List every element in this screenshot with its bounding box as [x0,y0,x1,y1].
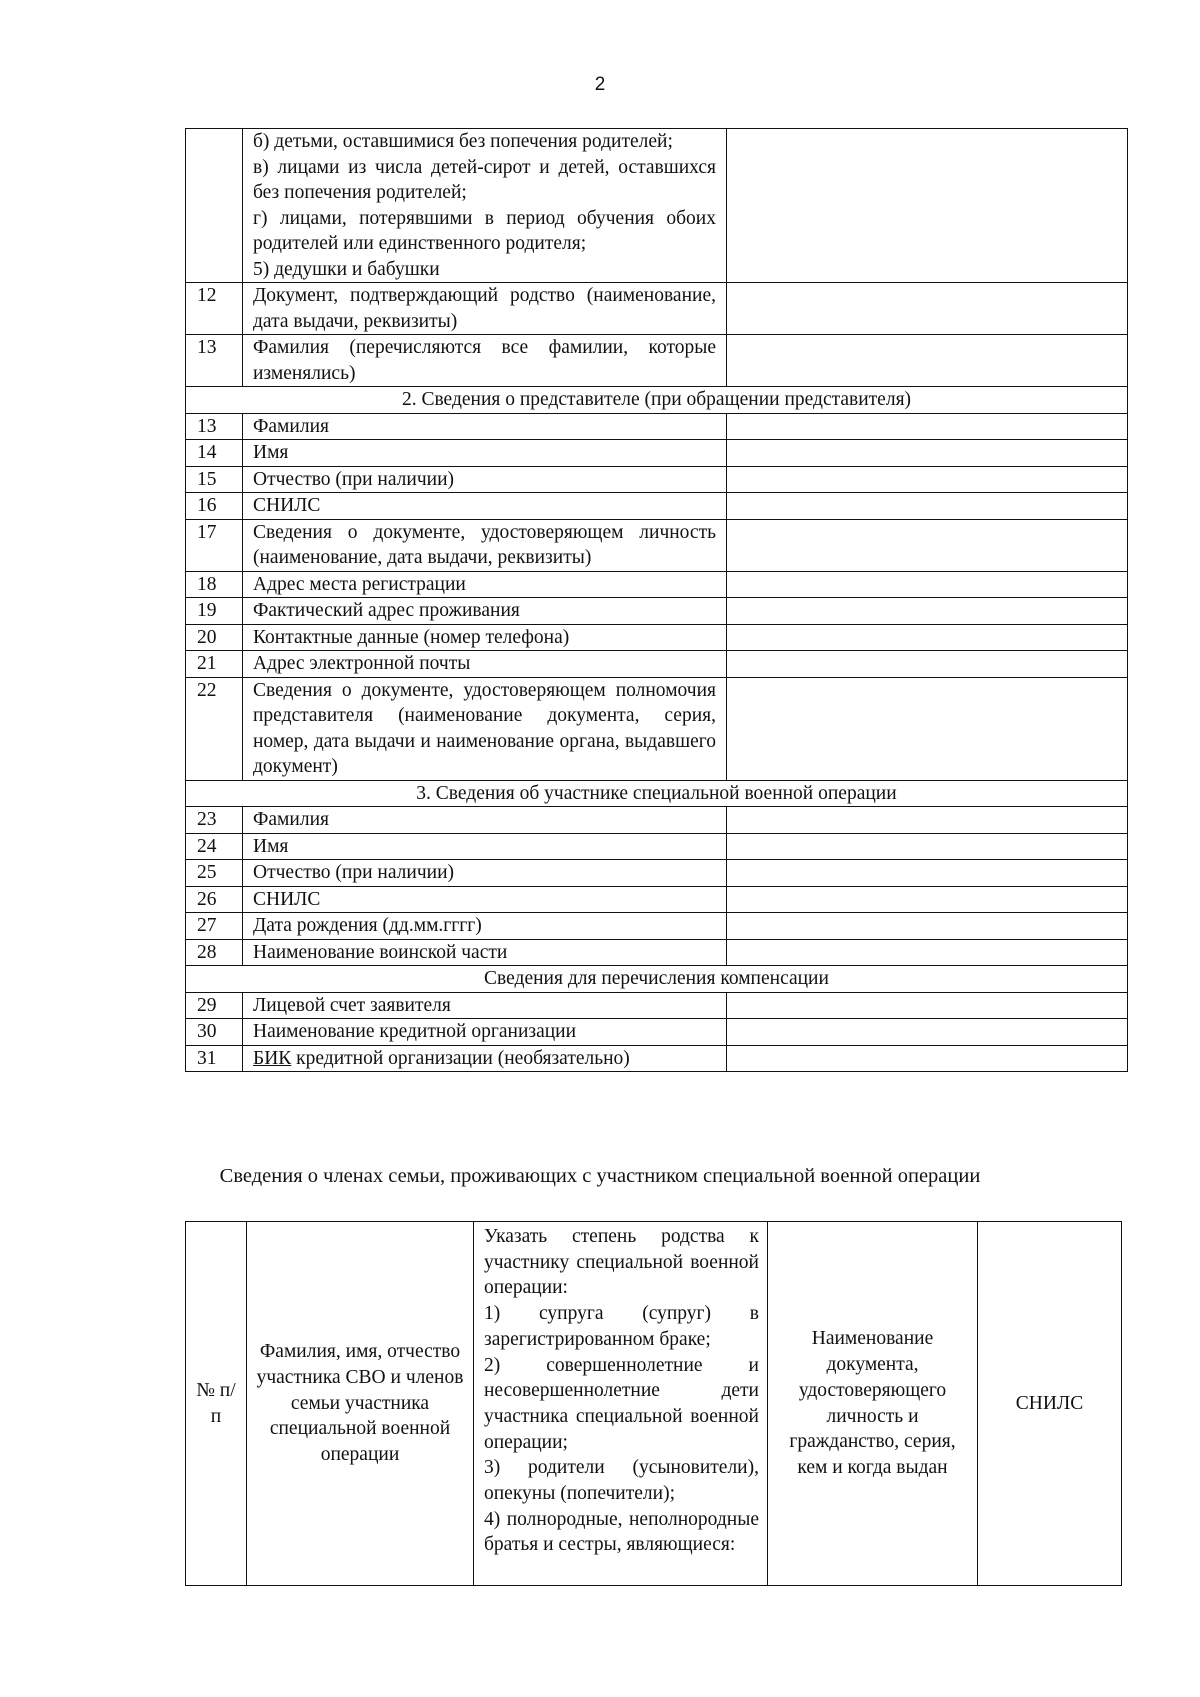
value-cell[interactable] [727,466,1128,493]
row-label: Имя [243,833,727,860]
kinship-line: 4) полнородные, неполнородные братья и сестры, являющиеся: [484,1508,759,1556]
row-number: 18 [186,571,243,598]
row-number: 22 [186,677,243,780]
table-row [186,886,1128,913]
table-row [186,283,1128,335]
kinship-line: 2) совершеннолетние и несовершеннолетние дети участника специальной военной операции; [484,1354,759,1453]
row-label: Имя [243,440,727,467]
value-cell[interactable] [727,440,1128,467]
table-row [186,939,1128,966]
value-cell[interactable] [727,807,1128,834]
value-cell[interactable] [727,571,1128,598]
kinship-line: 1) супруга (супруг) в зарегистрированном браке; [484,1303,759,1350]
row-label: СНИЛС [243,493,727,520]
family-members-caption: Сведения о членах семьи, проживающих с участником специальной военной операции [219,1165,981,1187]
value-cell[interactable] [727,913,1128,940]
value-cell[interactable] [727,1019,1128,1046]
row-label: Сведения о документе, удостоверяющем полномочия представителя (наименование документа, серия, номер, дата выдачи и наименование органа, выдавшего документ) [243,677,727,780]
row-label: Дата рождения (дд.мм.гггг) [243,913,727,940]
table-row [186,466,1128,493]
continued-line: б) детьми, оставшимися без попечения родителей; [253,131,673,152]
page-number: 2 [594,74,606,95]
row-label: Адрес электронной почты [243,651,727,678]
value-cell[interactable] [727,833,1128,860]
column-header-full-name: Фамилия, имя, отчество участника СВО и членов семьи участника специальной военной операции [247,1222,474,1586]
value-cell[interactable] [727,493,1128,520]
column-header-identity-document: Наименование документа, удостоверяющего личность и гражданство, серия, кем и когда выдан [768,1222,978,1586]
bik-label: БИК [253,1047,292,1069]
row-number: 21 [186,651,243,678]
row-number: 13 [186,413,243,440]
section-header-representative: 2. Сведения о представителе (при обращении представителя) [186,387,1128,414]
row-label: Фамилия (перечисляются все фамилии, которые изменялись) [243,335,727,387]
row-number: 30 [186,1019,243,1046]
value-cell[interactable] [727,283,1128,335]
row-label: Адрес места регистрации [243,571,727,598]
column-header-kinship [474,1222,768,1586]
table-row [186,129,1128,283]
table-row [186,335,1128,387]
row-label: Наименование кредитной организации [243,1019,727,1046]
table-row [186,1045,1128,1072]
table-row [186,807,1128,834]
value-cell[interactable] [727,519,1128,571]
row-number: 28 [186,939,243,966]
table-row [186,677,1128,780]
table-row [186,440,1128,467]
column-header-number: № п/п [186,1222,247,1586]
value-cell[interactable] [727,939,1128,966]
value-cell[interactable] [727,1045,1128,1072]
section-header-compensation: Сведения для перечисления компенсации [186,966,1128,993]
row-label: Наименование воинской части [243,939,727,966]
kinship-line: 3) родители (усыновители), опекуны (попечители); [484,1457,759,1505]
value-cell[interactable] [727,335,1128,387]
value-cell[interactable] [727,886,1128,913]
value-cell[interactable] [727,129,1128,283]
value-cell[interactable] [727,598,1128,625]
row-label: Фамилия [243,807,727,834]
row-number: 15 [186,466,243,493]
row-label: Лицевой счет заявителя [243,992,727,1019]
row-number: 14 [186,440,243,467]
row-label: Фактический адрес проживания [243,598,727,625]
value-cell[interactable] [727,624,1128,651]
section-header-participant: 3. Сведения об участнике специальной военной операции [186,780,1128,807]
row-label-cell [243,129,727,283]
family-members-table [185,1221,1122,1586]
table-row [186,571,1128,598]
bik-label-rest: кредитной организации (необязательно) [291,1047,630,1069]
row-label: СНИЛС [243,886,727,913]
row-label [243,1045,727,1072]
value-cell[interactable] [727,677,1128,780]
table-row [186,651,1128,678]
row-number-cell [186,129,243,283]
row-number: 20 [186,624,243,651]
section-header-row [186,387,1128,414]
value-cell[interactable] [727,860,1128,887]
row-number: 24 [186,833,243,860]
kinship-line: Указать степень родства к участнику специальной военной операции: [484,1226,759,1299]
row-number: 12 [186,283,243,335]
table-row [186,493,1128,520]
row-label: Сведения о документе, удостоверяющем личность (наименование, дата выдачи, реквизиты) [243,519,727,571]
row-label: Отчество (при наличии) [243,860,727,887]
row-number: 25 [186,860,243,887]
section-header-row [186,780,1128,807]
continued-line: 5) дедушки и бабушки [253,258,440,280]
table-row [186,519,1128,571]
application-form-table [185,128,1128,1072]
table-row [186,913,1128,940]
table-row [186,1019,1128,1046]
row-label: Документ, подтверждающий родство (наименование, дата выдачи, реквизиты) [243,283,727,335]
row-label: Фамилия [243,413,727,440]
value-cell[interactable] [727,992,1128,1019]
column-header-snils: СНИЛС [978,1222,1122,1586]
value-cell[interactable] [727,413,1128,440]
table-row [186,624,1128,651]
row-number: 26 [186,886,243,913]
family-table-header-row [186,1222,1122,1586]
row-number: 27 [186,913,243,940]
table-row [186,860,1128,887]
row-label: Отчество (при наличии) [243,466,727,493]
table-row [186,598,1128,625]
row-number: 19 [186,598,243,625]
table-row [186,992,1128,1019]
table-row [186,833,1128,860]
continued-line: в) лицами из числа детей-сирот и детей, оставшихся без попечения родителей; [253,156,716,203]
row-number: 23 [186,807,243,834]
row-number: 31 [186,1045,243,1072]
continued-line: г) лицами, потерявшими в период обучения обоих родителей или единственного родителя; [253,207,716,254]
value-cell[interactable] [727,651,1128,678]
row-number: 13 [186,335,243,387]
table-row [186,413,1128,440]
row-number: 29 [186,992,243,1019]
row-number: 17 [186,519,243,571]
row-number: 16 [186,493,243,520]
row-label: Контактные данные (номер телефона) [243,624,727,651]
section-header-row [186,966,1128,993]
